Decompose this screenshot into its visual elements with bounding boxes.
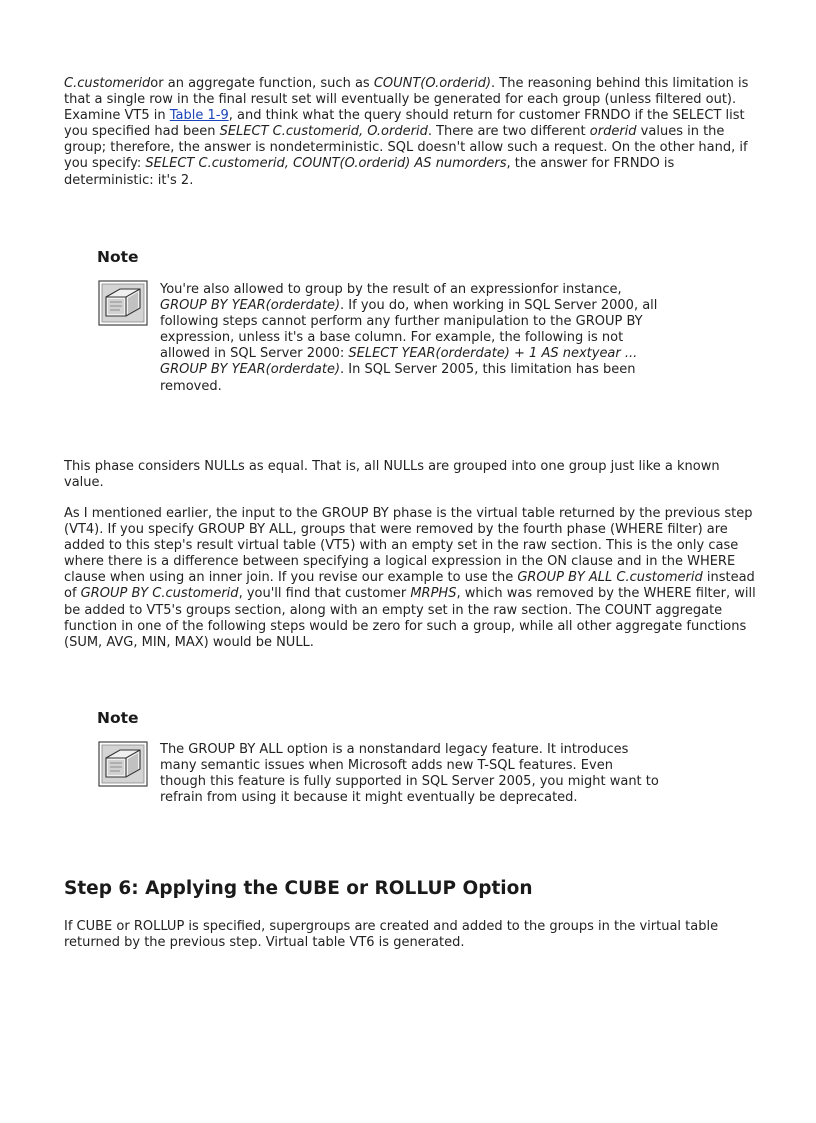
body-paragraph-group-by-all: As I mentioned earlier, the input to the GROUP BY phase is the virtual table returned by the previous step (VT4). If you specify GROUP BY ALL, groups that were removed by the fourth phase (WHERE filter) are added to this step's result virtual table (VT5) with an empty set in the raw section. This is the only case where there is a difference between specifying a logical expression in the ON clause and in the WHERE clause when using an inner join. If you revise our example to use the GROUP BY ALL C.customerid instead of GROUP BY C.customerid, you'll find that customer MRPHS, which was removed by the WHERE filter, will be added to VT5's groups section, along with an empty set in the raw section. The COUNT aggregate function in one of the following steps would be zero for such a group, while all other aggregate functions (SUM, AVG, MIN, MAX) would be NULL. bbox=[64, 506, 756, 650]
inline-code: GROUP BY YEAR(orderdate) bbox=[160, 298, 341, 314]
inline-code: GROUP BY ALL C.customerid bbox=[517, 570, 703, 586]
inline-code: COUNT(O.orderid) bbox=[373, 76, 492, 91]
note-icon bbox=[98, 280, 148, 326]
note-icon bbox=[98, 741, 148, 787]
inline-code: MRPHS bbox=[410, 586, 457, 602]
note-text: The GROUP BY ALL option is a nonstandard legacy feature. It introduces many semantic issues when Microsoft adds new T-SQL features. Even though this feature is fully supported in SQL Server 2005, you might want to refrain from using it because it might eventually be deprecated. bbox=[160, 742, 659, 806]
inline-code: SELECT YEAR(orderdate) + 1 AS nextyear ... GROUP BY YEAR(orderdate) bbox=[160, 346, 638, 378]
table-1-9-link[interactable]: Table 1-9 bbox=[169, 108, 229, 124]
body-paragraph-cube-rollup: If CUBE or ROLLUP is specified, supergroups are created and added to the groups in the virtual table returned by the previous step. Virtual table VT6 is generated. bbox=[64, 919, 719, 951]
note-text: You're also allowed to group by the result of an expressionfor instance, GROUP BY YEAR(orderdate). If you do, when working in SQL Server 2000, all following steps cannot perform any further manipulation to the GROUP BY expression, unless it's a base column. For example, the following is not allowed in SQL Server 2000: SELECT YEAR(orderdate) + 1 AS nextyear ... GROUP BY YEAR(orderdate). In SQL Server 2005, this limitation has been removed. bbox=[160, 282, 658, 394]
inline-code: orderid bbox=[589, 124, 637, 140]
body-paragraph-nulls: This phase considers NULLs as equal. That is, all NULLs are grouped into one group just like a known value. bbox=[64, 459, 720, 491]
inline-code: SELECT C.customerid, O.orderid bbox=[219, 124, 428, 140]
inline-code: SELECT C.customerid, COUNT(O.orderid) AS numorders bbox=[145, 156, 507, 172]
section-heading: Step 6: Applying the CUBE or ROLLUP Option bbox=[64, 878, 533, 899]
note-title: Note bbox=[97, 709, 139, 727]
inline-code: GROUP BY C.customerid bbox=[80, 586, 239, 602]
note-title: Note bbox=[97, 248, 139, 266]
inline-code: C.customerid bbox=[64, 76, 151, 91]
body-paragraph-select-list: C.customeridor an aggregate function, such as COUNT(O.orderid). The reasoning behind this limitation is that a single row in the final result set will eventually be generated for each group (unless filtered out). Examine VT5 in Table 1-9, and think what the query should return for customer FRNDO if the SELECT list you specified had been SELECT C.customerid, O.orderid. There are two different orderid values in the group; therefore, the answer is nondeterministic. SQL doesn't allow such a request. On the other hand, if you specify: SELECT C.customerid, COUNT(O.orderid) AS numorders, the answer for FRNDO is deterministic: it's 2. bbox=[64, 76, 749, 188]
